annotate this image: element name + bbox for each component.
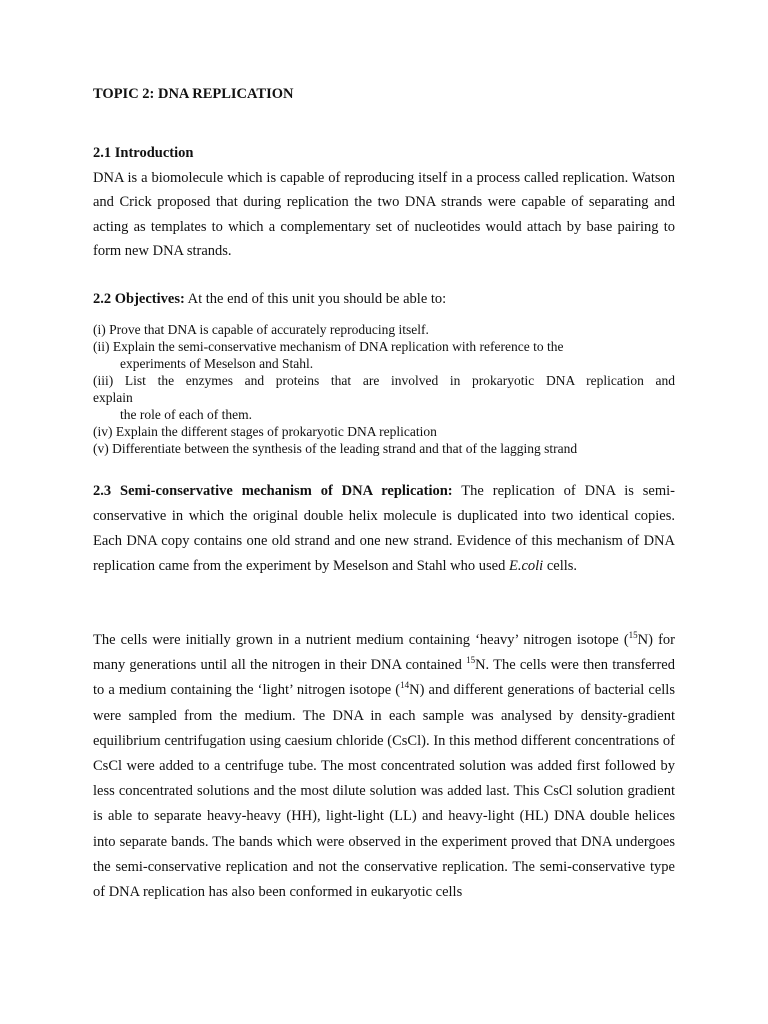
objectives-lead: At the end of this unit you should be able to: [187, 291, 447, 307]
section-heading-introduction: 2.1 Introduction [93, 145, 194, 161]
experiment-text-4: N) and different generations of bacterial cells were sampled from the medium. The DNA in each sample was analysed by density-gradient equilibrium centrifugation using caesium chloride (CsCl). In this method different concentrations of CsCl were added to a centrifuge tube. The most concentrated solution was added first followed by less concentrated solutions and the most dilute solution was added last. This CsCl solution gradient is able to separate heavy-heavy (HH), light-light (LL) and heavy-light (HL) DNA double helices into separate bands. The bands which were observed in the experiment proved that DNA undergoes the semi-conservative replication and not the conservative replication. The semi-conservative type of DNA replication has also been conformed in eukaryotic cells [93, 682, 675, 901]
section-introduction [93, 141, 675, 264]
objective-item-4: (iv) Explain the different stages of prokaryotic DNA replication [93, 424, 437, 439]
organism-name: E.coli [508, 558, 544, 574]
objective-item-2: (ii) Explain the semi-conservative mechanism of DNA replication with reference to the [93, 339, 564, 354]
semi-conservative-text: The replication of DNA is semi-conservative in which the original double helix molecule is duplicated into two identical copies. Each DNA copy contains one old strand and one new strand. Evidence of this mechanism of DNA replication came from the experiment by Meselson and Stahl who used [93, 483, 675, 574]
objective-item-3-continued: the role of each of them. [120, 407, 252, 422]
experiment-text-3: N. The cells were then transferred to a medium containing the ‘light’ nitrogen isotope ( [93, 657, 675, 699]
objectives-list [93, 321, 675, 457]
objective-item-3-wrap: explain [93, 390, 133, 405]
section-objectives-heading [93, 291, 675, 308]
objective-item-3: (iii) List the enzymes and proteins that are involved in prokaryotic DNA replication and [93, 373, 675, 388]
introduction-paragraph: DNA is a biomolecule which is capable of reproducing itself in a process called replication. Watson and Crick proposed that during replication the two DNA strands were capable of separating and acting as templates to which a complementary set of nucleotides would attach by base pairing to form new DNA strands. [93, 169, 675, 259]
experiment-text-1: The cells were initially grown in a nutrient medium containing ‘heavy’ nitrogen isotope ( [93, 632, 629, 648]
experiment-paragraph [93, 628, 675, 905]
experiment-text-2: N) for many generations until all the nitrogen in their DNA contained [93, 632, 675, 674]
objective-item-1: (i) Prove that DNA is capable of accurately reproducing itself. [93, 322, 429, 337]
page-title: TOPIC 2: DNA REPLICATION [93, 86, 294, 102]
section-semi-conservative [93, 479, 675, 579]
isotope-superscript-light: 14 [400, 680, 410, 691]
objective-item-2-continued: experiments of Meselson and Stahl. [120, 356, 314, 371]
objective-item-5: (v) Differentiate between the synthesis of the leading strand and that of the lagging strand [93, 441, 578, 456]
semi-conservative-tail: cells. [546, 558, 578, 574]
section-heading-semi-conservative: 2.3 Semi-conservative mechanism of DNA replication: [93, 483, 453, 499]
isotope-superscript-heavy: 15 [628, 630, 638, 641]
section-heading-objectives: 2.2 Objectives: [93, 291, 185, 307]
isotope-superscript-heavy-2: 15 [466, 655, 476, 666]
